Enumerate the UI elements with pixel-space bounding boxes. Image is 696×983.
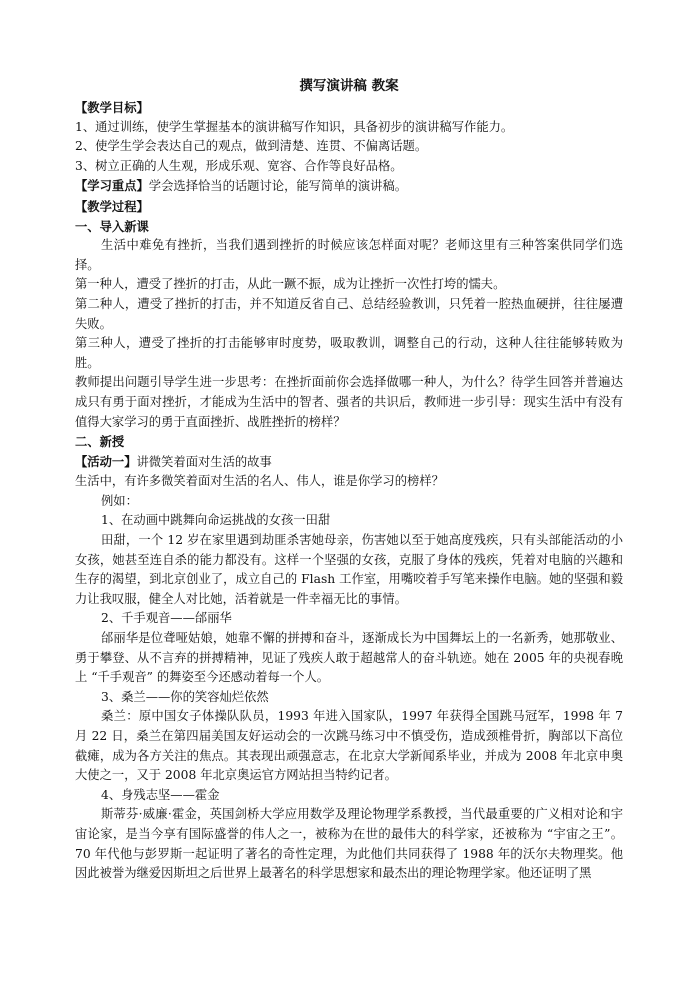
paragraph: 生活中难免有挫折，当我们遇到挫折的时候应该怎样面对呢？老师这里有三种答案供同学们选择。 bbox=[75, 238, 623, 272]
paragraph: 第三种人，遭受了挫折的打击能够审时度势，吸取教训，调整自己的行动，这种人往往能够转败为胜。 bbox=[75, 336, 623, 370]
activity-one bbox=[75, 452, 623, 473]
objective-item: 3、树立正确的人生观，形成乐观、宽容、合作等良好品格。 bbox=[75, 158, 403, 173]
activity-text: 讲微笑着面对生活的故事 bbox=[136, 454, 272, 469]
activity-label: 【活动一】 bbox=[75, 453, 137, 469]
example-text: 邰丽华是位聋哑姑娘，她靠不懈的拼搏和奋斗，逐渐成长为中国舞坛上的一名新秀，她那敬业、勇于攀登、从不言弃的拼搏精神，见证了残疾人敢于超越常人的奋斗轨迹。她在 2005 年的央视春晚上 “千手观音” 的舞姿至今还感动着每一个人。 bbox=[75, 631, 623, 685]
section-heading: 二、新授 bbox=[75, 434, 125, 450]
paragraph: 第一种人，遭受了挫折的打击，从此一蹶不振，成为让挫折一次性打垮的懦夫。 bbox=[75, 277, 506, 292]
lesson-plan-page bbox=[75, 76, 623, 884]
paragraph: 第二种人，遭受了挫折的打击，并不知道反省自己、总结经验教训，只凭着一腔热血硬拼，往往屡遭失败。 bbox=[75, 296, 623, 331]
objective-item: 1、通过训练，使学生掌握基本的演讲稿写作知识，具备初步的演讲稿写作能力。 bbox=[75, 119, 514, 134]
example-title: 2、千手观音——邰丽华 bbox=[101, 611, 232, 626]
section-heading: 一、导入新课 bbox=[75, 218, 149, 234]
key-points bbox=[75, 176, 623, 197]
paragraph: 教师提出问题引导学生进一步思考：在挫折面前你会选择做哪一种人，为什么？待学生回答并普遍达成只有勇于面对挫折，才能成为生活中的智者、强者的共识后，教师进一步引导：现实生活中有没有值得大家学习的勇于直面挫折、战胜挫折的榜样？ bbox=[75, 375, 623, 429]
example-title: 1、在动画中跳舞向命运挑战的女孩一田甜 bbox=[101, 513, 331, 528]
paragraph: 生活中，有许多微笑着面对生活的名人、伟人，谁是你学习的榜样？ bbox=[75, 474, 444, 489]
example-title: 3、桑兰——你的笑容灿烂依然 bbox=[101, 689, 269, 704]
key-heading: 【学习重点】 bbox=[75, 178, 149, 194]
process-heading: 【教学过程】 bbox=[75, 198, 149, 214]
example-text: 斯蒂芬·威廉·霍金，英国剑桥大学应用数学及理论物理学系教授，当代最重要的广义相对论和宇宙论家，是当今享有国际盛誉的伟人之一，被称为在世的最伟大的科学家，还被称为 “宇宙之王”。70 年代他与彭罗斯一起证明了著名的奇性定理，为此他们共同获得了 1988 年的沃尔夫物理奖。他因此被誉为继爱因斯坦之后世界上最著名的科学思想家和最杰出的理论物理学家。他还证明了黑 bbox=[75, 807, 623, 881]
objective-item: 2、使学生学会表达自己的观点，做到清楚、连贯、不偏离话题。 bbox=[75, 139, 428, 154]
example-title: 4、身残志坚——霍金 bbox=[101, 787, 220, 802]
example-text: 桑兰：原中国女子体操队队员，1993 年进入国家队，1997 年获得全国跳马冠军，1998 年 7 月 22 日，桑兰在第四届美国友好运动会的一次跳马练习中不慎受伤，造成颈椎骨折，胸部以下高位截瘫，成为各方关注的焦点。其表现出顽强意志，在北京大学新闻系毕业，并成为 2008 年北京申奥大使之一，又于 2008 年北京奥运官方网站担当特约记者。 bbox=[75, 709, 623, 783]
objectives-heading: 【教学目标】 bbox=[75, 100, 149, 115]
example-text: 田甜，一个 12 岁在家里遇到劫匪杀害她母亲，伤害她以至于她高度残疾，只有头部能活动的小女孩，她甚至连自杀的能力都没有。这样一个坚强的女孩，克服了身体的残疾，凭着对电脑的兴趣和生存的渴望，到北京创业了，成立自己的 Flash 工作室，用嘴咬着手写笔来操作电脑。她的坚强和毅力让我叹服，健全人对比她，活着就是一件幸福无比的事情。 bbox=[75, 533, 623, 606]
key-text: 学会选择恰当的话题讨论，能写简单的演讲稿。 bbox=[148, 179, 408, 194]
page-title: 撰写演讲稿 教案 bbox=[299, 78, 399, 94]
example-label: 例如： bbox=[101, 493, 138, 508]
